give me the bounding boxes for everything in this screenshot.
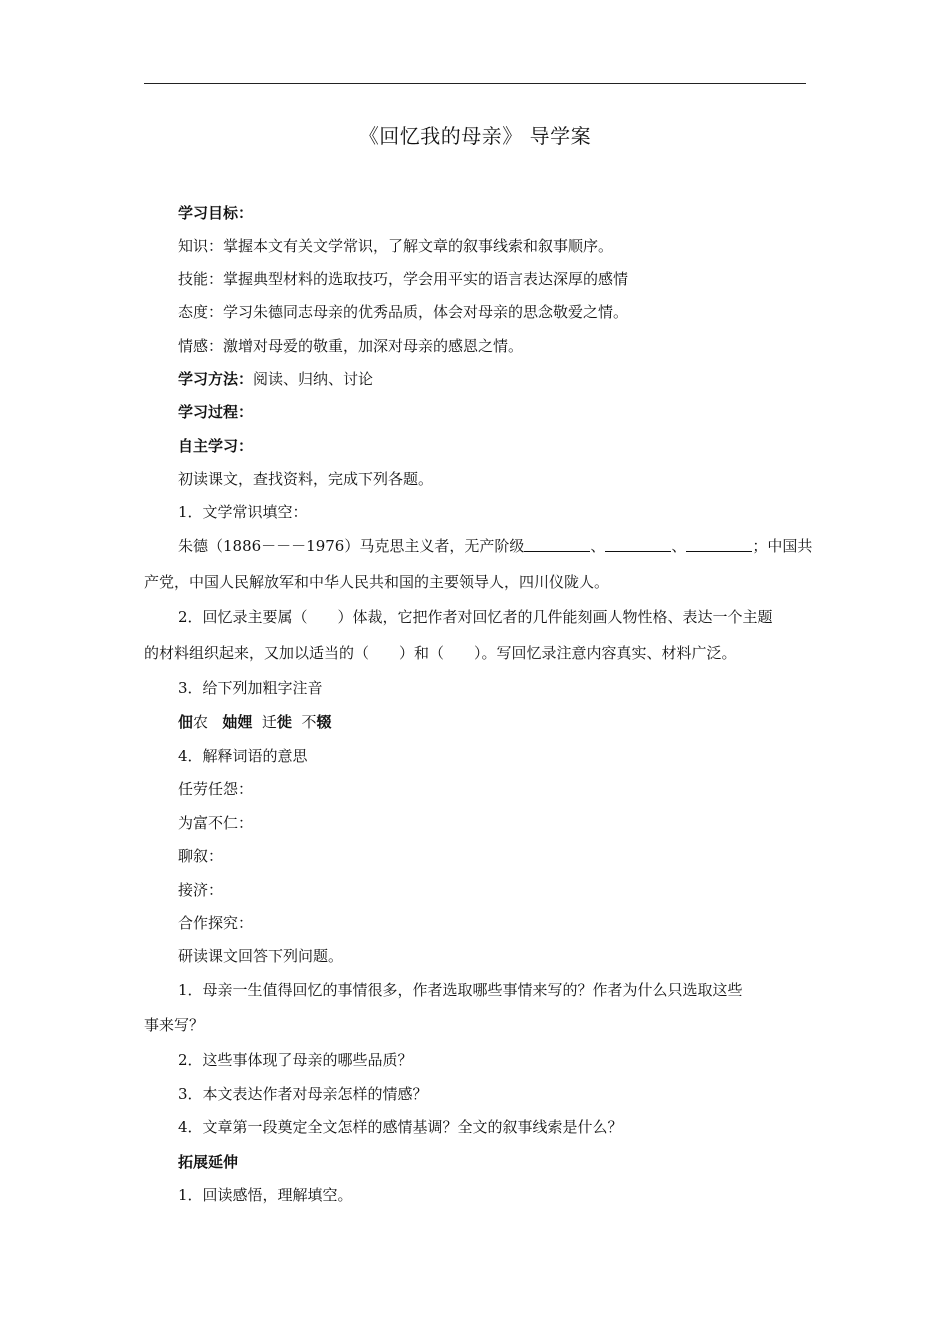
process-heading: 学习过程： [178, 403, 254, 421]
q1-text-c: 产党，中国人民解放军和中华人民共和国的主要领导人，四川仪陇人。 [144, 573, 610, 591]
objectives-heading: 学习目标： [178, 204, 254, 222]
term-3: 聊叙： [178, 847, 224, 865]
self-study-intro: 初读课文，查找资料，完成下列各题。 [178, 470, 434, 488]
header-rule [144, 83, 806, 84]
separator-2: 、 [671, 537, 687, 555]
answer-blank-3[interactable] [686, 537, 752, 552]
q1-title: 1．文学常识填空： [178, 503, 308, 521]
coop-q4: 4．文章第一段奠定全文怎样的感情基调？全文的叙事线索是什么？ [178, 1118, 623, 1136]
coop-intro: 研读课文回答下列问题。 [178, 947, 344, 965]
objective-attitude: 态度：学习朱德同志母亲的优秀品质，体会对母亲的思念敬爱之情。 [178, 303, 629, 321]
objective-knowledge: 知识：掌握本文有关文学常识，了解文章的叙事线索和叙事顺序。 [178, 237, 614, 255]
page-title: 《回忆我的母亲》 导学案 [358, 124, 592, 148]
method-value: 阅读、归纳、讨论 [253, 370, 374, 388]
word-1: 佃农 [178, 713, 209, 731]
objective-emotion: 情感：激增对母爱的敬重，加深对母亲的感恩之情。 [178, 337, 524, 355]
coop-q1-a: 1．母亲一生值得回忆的事情很多，作者选取哪些事情来写的？作者为什么只选取这些 [178, 981, 743, 999]
extension-heading: 拓展延伸 [178, 1153, 239, 1171]
objective-skill: 技能：掌握典型材料的选取技巧，学会用平实的语言表达深厚的感情 [178, 270, 629, 288]
answer-blank-2[interactable] [605, 537, 671, 552]
answer-blank-1[interactable] [524, 537, 590, 552]
coop-q3: 3．本文表达作者对母亲怎样的情感？ [178, 1085, 428, 1103]
coop-q2: 2．这些事体现了母亲的哪些品质？ [178, 1051, 413, 1069]
q2-text-a: 2．回忆录主要属（ ）体裁，它把作者对回忆者的几件能刻画人物性格、表达一个主题 [178, 608, 773, 626]
q1-fill-line [178, 535, 812, 556]
pinyin-words [178, 711, 332, 732]
coop-heading: 合作探究： [178, 914, 254, 932]
q1-text-a: 朱德（1886－－－1976）马克思主义者，无产阶级 [178, 537, 525, 555]
coop-q1-b: 事来写？ [144, 1016, 205, 1034]
extension-q1: 1．回读感悟，理解填空。 [178, 1186, 353, 1204]
q4-title: 4．解释词语的意思 [178, 747, 308, 765]
q3-title: 3．给下列加粗字注音 [178, 679, 323, 697]
term-4: 接济： [178, 881, 224, 899]
separator-1: 、 [590, 537, 606, 555]
method-line [178, 368, 373, 389]
q1-text-b: ；中国共 [752, 537, 813, 555]
term-1: 任劳任怨： [178, 780, 254, 798]
word-2: 妯娌 [222, 713, 253, 731]
word-4: 不辍 [301, 713, 332, 731]
method-label: 学习方法： [178, 370, 254, 388]
word-3: 迁徙 [261, 713, 292, 731]
q2-text-b: 的材料组织起来，又加以适当的（ ）和（ ）。写回忆录注意内容真实、材料广泛。 [144, 644, 737, 662]
self-study-heading: 自主学习： [178, 437, 254, 455]
term-2: 为富不仁： [178, 814, 254, 832]
